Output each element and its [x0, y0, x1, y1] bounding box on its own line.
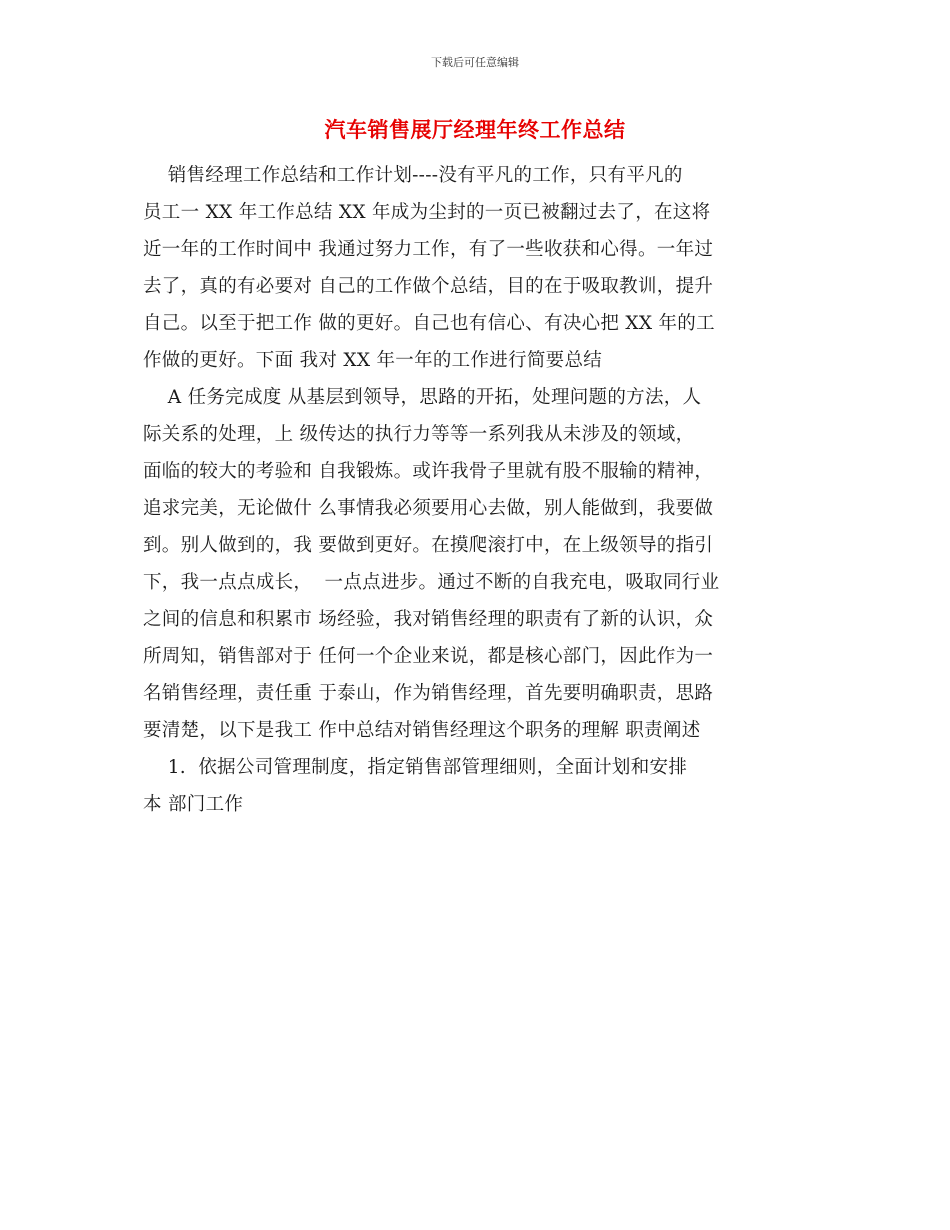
text-line: 下，我一点点成长， 一点点进步。通过不断的自我充电，吸取同行业	[143, 572, 720, 593]
text-line: A 任务完成度 从基层到领导，思路的开拓，处理问题的方法，人	[143, 387, 702, 408]
text-line: 到。别人做到的，我 要做到更好。在摸爬滚打中，在上级领导的指引	[143, 535, 714, 556]
text-line: 近一年的工作时间中 我通过努力工作，有了一些收获和心得。一年过	[143, 239, 714, 260]
document-body	[143, 157, 808, 823]
text-line: 作做的更好。下面 我对 XX 年一年的工作进行简要总结	[143, 350, 603, 371]
header-note: 下载后可任意编辑	[431, 56, 519, 69]
text-line: 面临的较大的考验和 自我锻炼。或许我骨子里就有股不服输的精神，	[143, 461, 714, 482]
paragraph-task-completion	[143, 379, 808, 749]
text-line: 所周知，销售部对于 任何一个企业来说，都是核心部门，因此作为一	[143, 646, 714, 667]
text-line: 际关系的处理，上 级传达的执行力等等一系列我从未涉及的领域，	[143, 424, 695, 445]
text-line: 去了，真的有必要对 自己的工作做个总结，目的在于吸取教训，提升	[143, 276, 714, 297]
paragraph-duty-1	[143, 749, 808, 823]
text-line: 要清楚，以下是我工 作中总结对销售经理这个职务的理解 职责阐述	[143, 720, 701, 741]
text-line: 追求完美，无论做什 么事情我必须要用心去做，别人能做到，我要做	[143, 498, 714, 519]
text-line: 自己。以至于把工作 做的更好。自己也有信心、有决心把 XX 年的工	[143, 313, 715, 334]
document-title: 汽车销售展厅经理年终工作总结	[324, 118, 626, 142]
paragraph-intro	[143, 157, 808, 379]
text-line: 名销售经理，责任重 于泰山，作为销售经理，首先要明确职责，思路	[143, 683, 714, 704]
text-line: 本 部门工作	[143, 794, 244, 815]
text-line: 员工一 XX 年工作总结 XX 年成为尘封的一页已被翻过去了，在这将	[143, 202, 711, 223]
text-line: 1. 依据公司管理制度，指定销售部管理细则，全面计划和安排	[143, 757, 688, 778]
text-line: 之间的信息和积累市 场经验，我对销售经理的职责有了新的认识，众	[143, 609, 714, 630]
text-line: 销售经理工作总结和工作计划----没有平凡的工作，只有平凡的	[143, 165, 683, 186]
